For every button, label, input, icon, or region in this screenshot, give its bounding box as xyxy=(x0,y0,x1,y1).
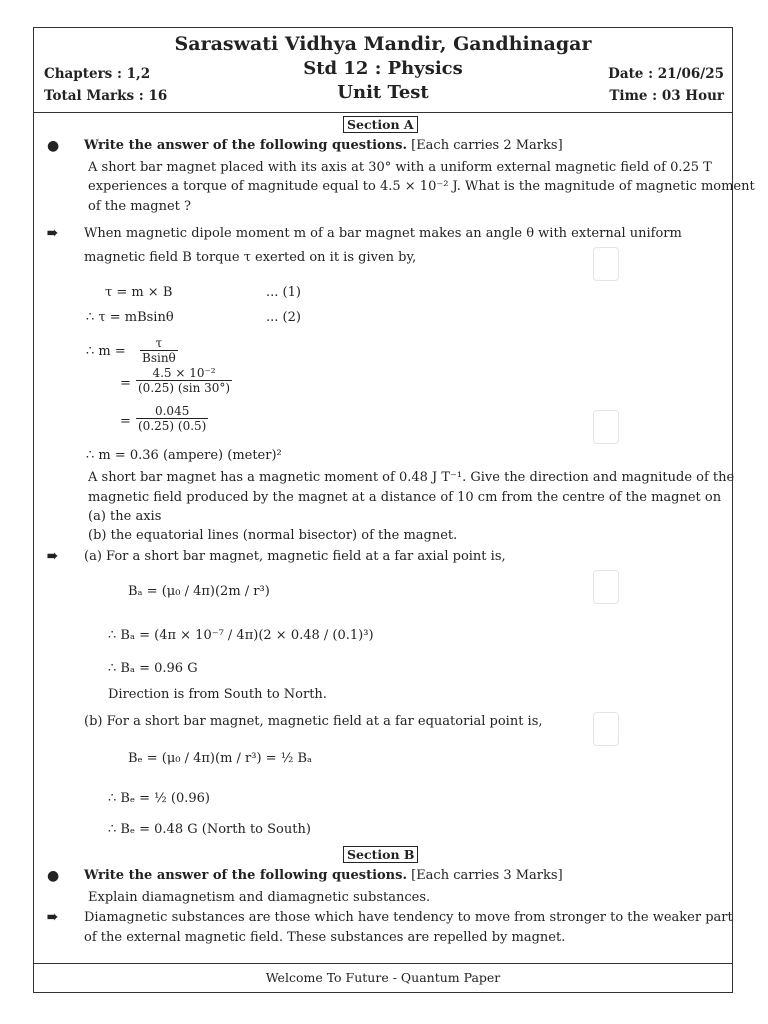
equation-number: ... (2) xyxy=(266,310,301,325)
time: Time : 03 Hour xyxy=(609,88,724,104)
watermark-icon xyxy=(593,247,619,281)
question-text: A short bar magnet placed with its axis at 30° with a uniform external magnetic field of 0.25 T xyxy=(88,160,712,175)
footer: Welcome To Future - Quantum Paper xyxy=(34,963,732,992)
school-name: Saraswati Vidhya Mandir, Gandhinagar xyxy=(174,33,592,55)
equation-6: ∴ m = 0.36 (ampere) (meter)² xyxy=(86,448,282,463)
equation-ba: Bₐ = (μ₀ / 4π)(2m / r³) xyxy=(128,584,270,599)
total-marks: Total Marks : 16 xyxy=(44,88,168,104)
question-text: Explain diamagnetism and diamagnetic substances. xyxy=(88,890,431,905)
equation-ba-result: ∴ Bₐ = 0.96 G xyxy=(108,661,198,676)
question-text: A short bar magnet has a magnetic moment of 0.48 J T⁻¹. Give the direction and magnitude of the xyxy=(88,470,735,485)
standard-subject: Std 12 : Physics xyxy=(303,58,463,79)
answer-text: (b) For a short bar magnet, magnetic field at a far equatorial point is, xyxy=(84,714,543,729)
chapters: Chapters : 1,2 xyxy=(44,66,151,82)
equation-ba-substituted: ∴ Bₐ = (4π × 10⁻⁷ / 4π)(2 × 0.48 / (0.1)³) xyxy=(108,628,374,643)
question-text: magnetic field produced by the magnet at a distance of 10 cm from the centre of the magnet on xyxy=(88,490,722,505)
equation-3-lhs: ∴ m = xyxy=(86,344,126,359)
section-a-instruction: Write the answer of the following questions. [Each carries 2 Marks] xyxy=(84,138,563,153)
section-b-instruction: Write the answer of the following questions. [Each carries 3 Marks] xyxy=(84,868,563,883)
test-type: Unit Test xyxy=(337,82,429,103)
equation-3-fraction: $\frac{\tau}{Bsin\theta}$ xyxy=(142,336,176,365)
question-text: of the magnet ? xyxy=(88,199,191,214)
equation-4-fraction: $\frac{\text{4.5 × 10⁻²}}{(0.25) (\sin 30^\circ)}$ xyxy=(138,366,231,395)
equals-sign: = xyxy=(120,414,131,429)
equals-sign: = xyxy=(120,376,131,391)
watermark-icon xyxy=(593,712,619,746)
header xyxy=(34,28,732,113)
answer-arrow-icon: ➠ xyxy=(47,549,58,564)
equation-number: ... (1) xyxy=(266,285,301,300)
answer-arrow-icon: ➠ xyxy=(47,226,58,241)
answer-text: magnetic field B torque τ exerted on it is given by, xyxy=(84,250,417,265)
answer-text: of the external magnetic field. These substances are repelled by magnet. xyxy=(84,930,566,945)
watermark-icon xyxy=(593,570,619,604)
equation-be-result: ∴ Bₑ = 0.48 G (North to South) xyxy=(108,822,311,837)
question-text: experiences a torque of magnitude equal to 4.5 × 10⁻² J. What is the magnitude of magnetic moment xyxy=(88,179,755,194)
bullet-icon: ● xyxy=(47,138,60,154)
equation-1: τ = m × B xyxy=(105,285,173,300)
answer-arrow-icon: ➠ xyxy=(47,910,58,925)
section-a-title: Section A xyxy=(343,116,418,133)
equation-5-fraction: $\frac{0.045}{(0.25) (0.5)}$ xyxy=(138,404,207,433)
section-b-title: Section B xyxy=(343,846,418,863)
equation-2: ∴ τ = mBsinθ xyxy=(86,310,174,325)
question-option-b: (b) the equatorial lines (normal bisector) of the magnet. xyxy=(88,528,458,543)
answer-text: (a) For a short bar magnet, magnetic field at a far axial point is, xyxy=(84,549,506,564)
equation-be: Bₑ = (μ₀ / 4π)(m / r³) = ½ Bₐ xyxy=(128,751,313,766)
answer-text: When magnetic dipole moment m of a bar magnet makes an angle θ with external uniform xyxy=(84,226,682,241)
equation-be-substituted: ∴ Bₑ = ½ (0.96) xyxy=(108,791,210,806)
question-option-a: (a) the axis xyxy=(88,509,162,524)
watermark-icon xyxy=(593,410,619,444)
answer-text: Diamagnetic substances are those which have tendency to move from stronger to the weaker part xyxy=(84,910,733,925)
bullet-icon: ● xyxy=(47,868,60,884)
date: Date : 21/06/25 xyxy=(608,66,724,82)
direction-text: Direction is from South to North. xyxy=(108,687,327,702)
